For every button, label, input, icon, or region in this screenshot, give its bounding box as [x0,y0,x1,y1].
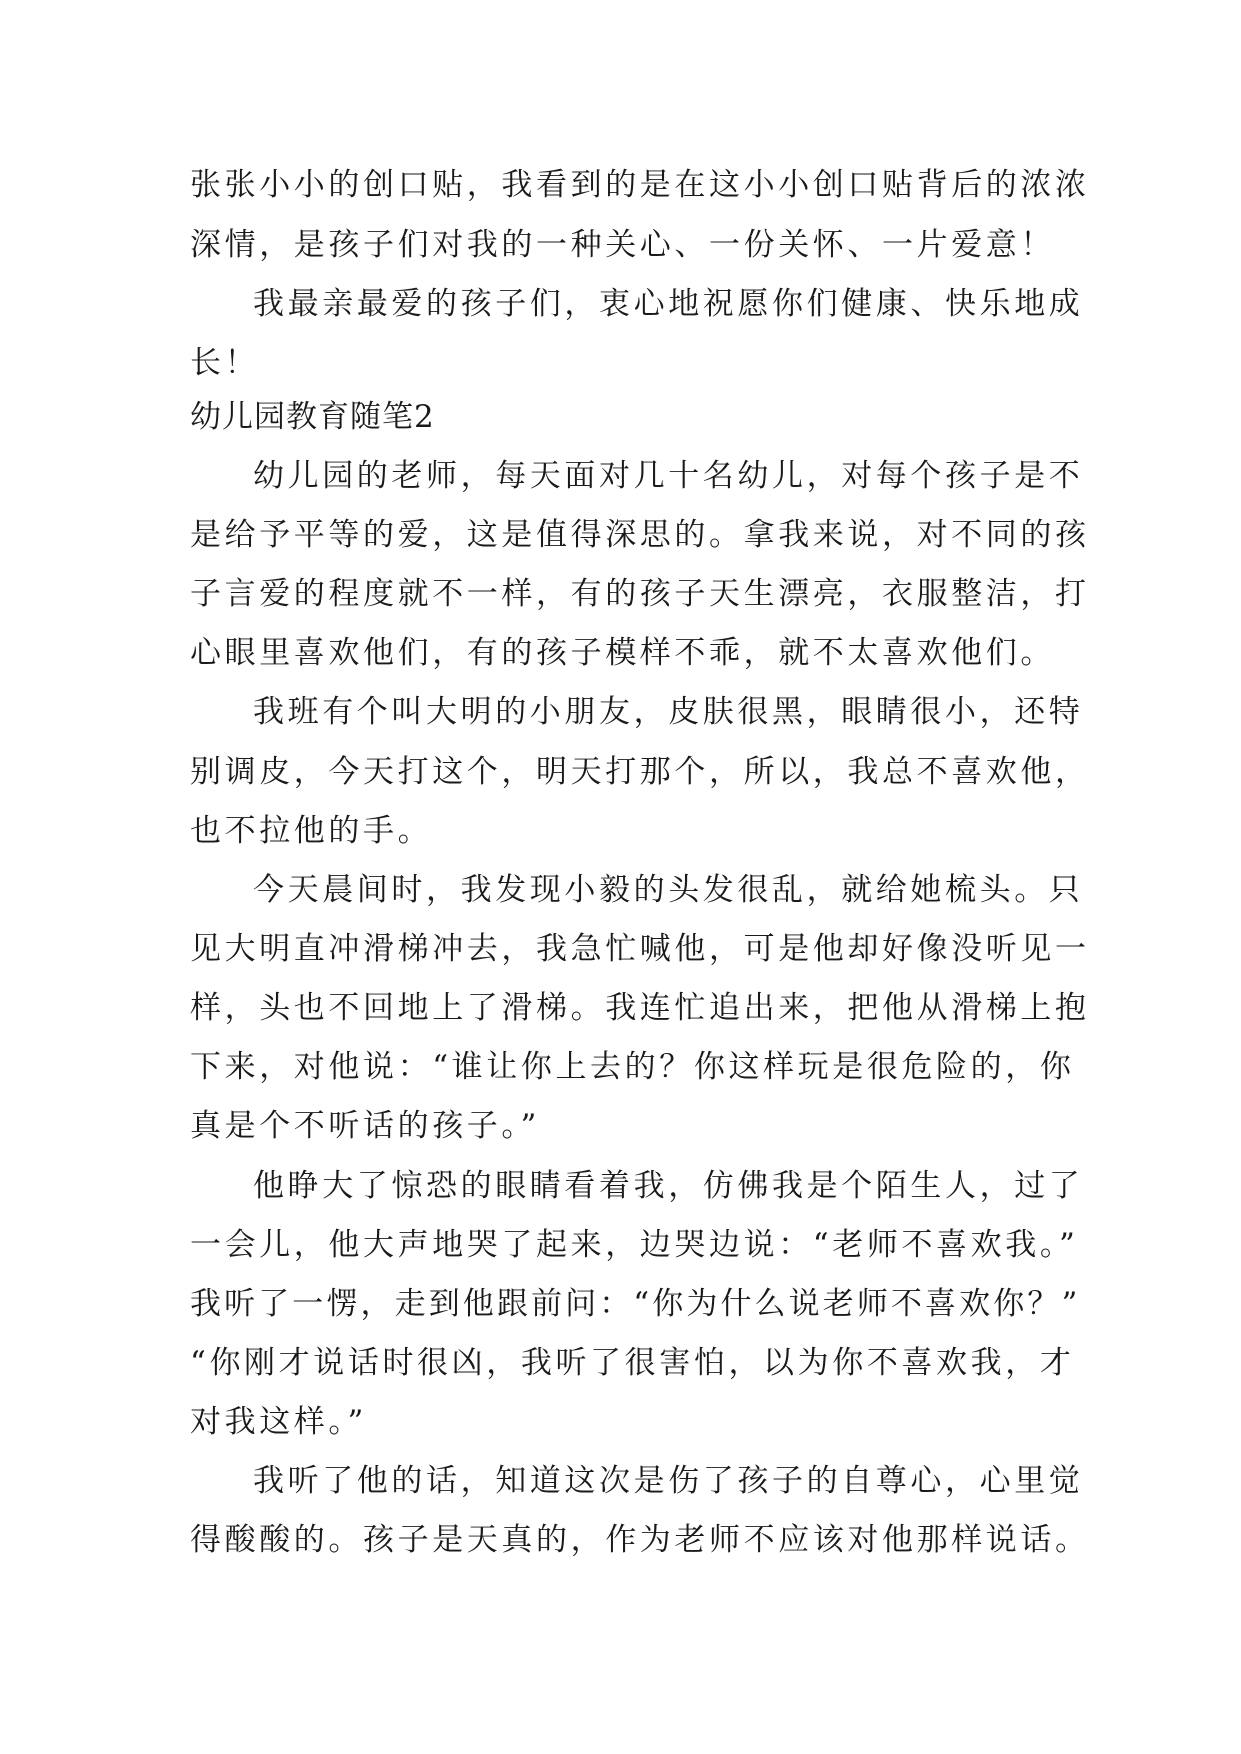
text-line: 得酸酸的。孩子是天真的，作为老师不应该对他那样说话。 [190,1522,1090,1558]
text-line: “你刚才说话时很凶，我听了很害怕，以为你不喜欢我，才 [190,1345,1075,1381]
text-line: 样，头也不回地上了滑梯。我连忙追出来，把他从滑梯上抱 [190,990,1090,1026]
text-line: 张张小小的创口贴，我看到的是在这小小创口贴背后的浓浓 [190,167,1090,203]
text-line: 见大明直冲滑梯冲去，我急忙喊他，可是他却好像没听见一 [190,931,1090,967]
paragraph-first-line: 我班有个叫大明的小朋友，皮肤很黑，眼睛很小，还特 [253,694,1084,730]
text-line: 我听了一愣，走到他跟前问：“你为什么说老师不喜欢你？” [190,1286,1081,1322]
section-heading: 幼儿园教育随笔2 [190,399,435,435]
paragraph-first-line: 他睁大了惊恐的眼睛看着我，仿佛我是个陌生人，过了 [253,1168,1084,1204]
text-line: 下来，对他说：“谁让你上去的？你这样玩是很危险的，你 [190,1049,1075,1085]
paragraph-first-line: 幼儿园的老师，每天面对几十名幼儿，对每个孩子是不 [253,458,1084,494]
text-line: 深情，是孩子们对我的一种关心、一份关怀、一片爱意！ [190,227,1055,263]
text-line: 也不拉他的手。 [190,813,433,849]
paragraph-first-line: 今天晨间时，我发现小毅的头发很乱，就给她梳头。只 [253,872,1084,908]
paragraph-first-line: 我最亲最爱的孩子们，衷心地祝愿你们健康、快乐地成 [253,286,1084,322]
text-line: 是给予平等的爱，这是值得深思的。拿我来说，对不同的孩 [190,517,1090,553]
text-line: 对我这样。” [190,1404,367,1440]
text-line: 心眼里喜欢他们，有的孩子模样不乖，就不太喜欢他们。 [190,635,1055,671]
text-line: 子言爱的程度就不一样，有的孩子天生漂亮，衣服整洁，打 [190,576,1090,612]
text-line: 长！ [190,345,260,381]
paragraph-first-line: 我听了他的话，知道这次是伤了孩子的自尊心，心里觉 [253,1463,1084,1499]
text-line: 真是个不听话的孩子。” [190,1108,540,1144]
text-line: 别调皮，今天打这个，明天打那个，所以，我总不喜欢他， [190,754,1090,790]
text-line: 一会儿，他大声地哭了起来，边哭边说：“老师不喜欢我。” [190,1227,1079,1263]
